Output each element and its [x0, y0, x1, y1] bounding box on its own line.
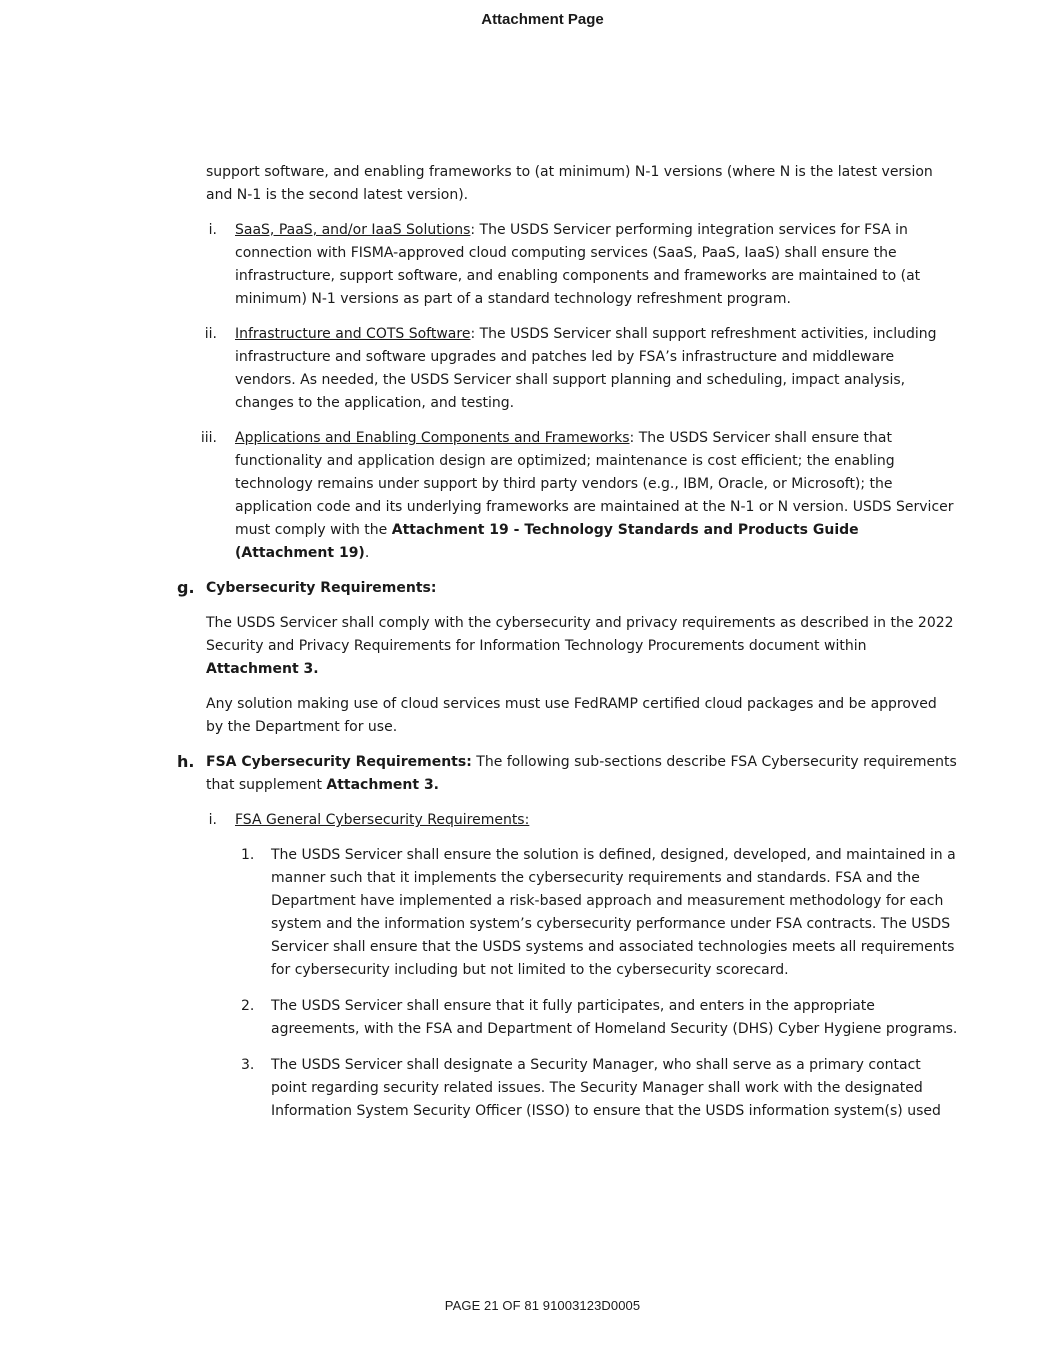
- subsection-title: FSA General Cybersecurity Requirements:: [235, 812, 530, 828]
- list-number: 3.: [241, 1057, 255, 1073]
- section-g-heading: [177, 577, 958, 600]
- item-title: Applications and Enabling Components and Frameworks: [235, 430, 630, 446]
- page-footer: PAGE 21 OF 81 91003123D0005: [444, 1298, 641, 1313]
- subsection-general-cybersecurity: [208, 809, 959, 832]
- list-number: 1.: [241, 847, 255, 863]
- item-title: Infrastructure and COTS Software: [235, 326, 471, 342]
- list-item-text: The USDS Servicer shall ensure the solution is defined, designed, developed, and maintained in a manner such that it implements the cybersecurity requirements and standards. FSA and the Department have implemented a risk-based approach and measurement methodology for each system and the information system’s cybersecurity performance under FSA contracts. The USDS Servicer shall ensure that the USDS systems and associated technologies meets all requirements for cybersecurity including but not limited to the cybersecurity scorecard.: [271, 847, 956, 978]
- document-body: [0, 161, 1055, 1136]
- section-h-heading: h. FSA Cybersecurity Requirements: The following sub-sections describe FSA Cybersecurity requirements that supplement Attachment 3.: [177, 752, 957, 793]
- section-title: FSA Cybersecurity Requirements:: [206, 754, 472, 770]
- attachment-reference: Attachment 19 - Technology Standards and Products Guide (Attachment 19): [235, 522, 859, 561]
- page-header: Attachment Page: [481, 11, 604, 28]
- list-number: ii.: [204, 326, 217, 342]
- list-item-text: The USDS Servicer shall ensure that it fully participates, and enters in the appropriate agreements, with the FSA and Department of Homeland Security (DHS) Cyber Hygiene programs.: [271, 998, 958, 1037]
- intro-paragraph: support software, and enabling frameworks to (at minimum) N-1 versions (where N is the latest version and N-1 is the second latest version).: [206, 164, 933, 203]
- list-number: i.: [208, 222, 217, 238]
- item-text: : The USDS Servicer shall ensure that functionality and application design are optimized; maintenance is cost efficient; the enabling technology remains under support by third party vendors (e.g., IBM, Oracle, or Microsoft); the application code and its underlying frameworks are maintained at the N-1 or N version. USDS Servicer must comply with the: [235, 430, 954, 538]
- item-text: : The USDS Servicer performing integration services for FSA in connection with FISMA-approved cloud computing services (SaaS, PaaS, IaaS) shall ensure the infrastructure, support software, and enabling components and frameworks are maintained to (at minimum) N-1 versions as part of a standard technology refreshment program.: [235, 222, 921, 307]
- list-item: [241, 844, 959, 982]
- list-number: 2.: [241, 998, 255, 1014]
- refresh-item-saas: [208, 219, 959, 311]
- list-item-text: The USDS Servicer shall designate a Security Manager, who shall serve as a primary contact point regarding security related issues. The Security Manager shall work with the designated Information System Security Officer (ISSO) to ensure that the USDS information system(s) used: [271, 1057, 941, 1119]
- list-number: iii.: [200, 430, 217, 446]
- refresh-item-infrastructure: [204, 323, 959, 415]
- refresh-item-applications: iii. Applications and Enabling Components and Frameworks: The USDS Servicer shall ensure that functionality and application design are optimized; maintenance is cost efficient; the enabling technology remains under support by third party vendors (e.g., IBM, Oracle, or Microsoft); the application code and its underlying frameworks are maintained at the N-1 or N version. USDS Servicer must comply with the Attachment 19 - Technology Standards and Products Guide (Attachment 19).: [235, 427, 959, 565]
- list-number: i.: [208, 812, 217, 828]
- section-letter: h.: [177, 752, 195, 771]
- section-g-paragraph-1: The USDS Servicer shall comply with the cybersecurity and privacy requirements as described in the 2022 Security and Privacy Requirements for Information Technology Procurements document within Attachment 3.: [206, 615, 954, 677]
- item-title: SaaS, PaaS, and/or IaaS Solutions: [235, 222, 471, 238]
- section-title: Cybersecurity Requirements:: [206, 580, 437, 596]
- section-g-paragraph-2: Any solution making use of cloud services must use FedRAMP certified cloud packages and be approved by the Department for use.: [206, 696, 937, 735]
- list-item: [241, 1054, 959, 1123]
- item-text: : The USDS Servicer shall support refreshment activities, including infrastructure and software upgrades and patches led by FSA’s infrastructure and middleware vendors. As needed, the USDS Servicer shall support planning and scheduling, impact analysis, changes to the application, and testing.: [235, 326, 937, 411]
- list-item: [241, 995, 959, 1041]
- section-letter: g.: [177, 578, 195, 597]
